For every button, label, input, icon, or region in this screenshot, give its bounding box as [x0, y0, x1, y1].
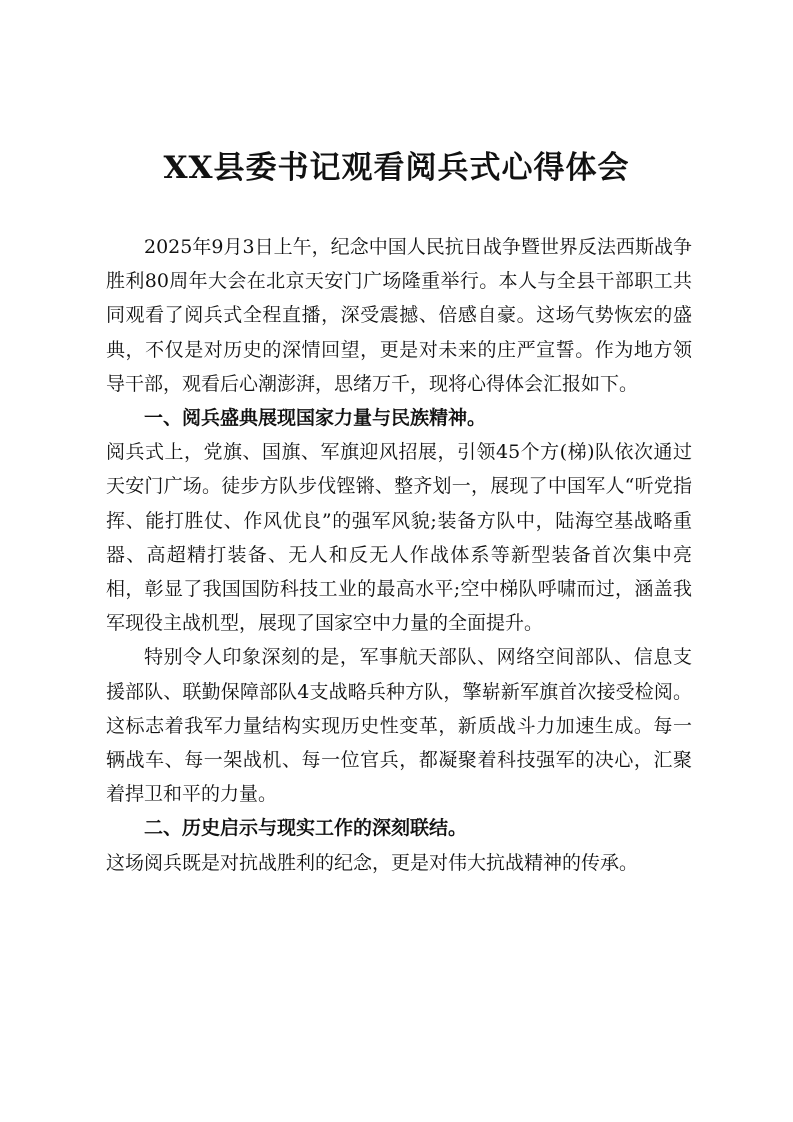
section-heading-2: 二、历史启示与现实工作的深刻联结。: [144, 817, 468, 840]
section-heading-1: 一、阅兵盛典展现国家力量与民族精神。: [144, 407, 487, 430]
paragraph-strategic-forces: 特别令人印象深刻的是，军事航天部队、网络空间部队、信息支援部队、联勤保障部队4支战略兵种方队，擎崭新军旗首次接受检阅。这标志着我军力量结构实现历史性变革，新质战斗力加速生成。每一辆战车、每一架战机、每一位官兵，都凝聚着科技强军的决心，汇聚着捍卫和平的力量。: [106, 646, 692, 806]
paragraph-parade-overview: 阅兵式上，党旗、国旗、军旗迎风招展，引领45个方(梯)队依次通过天安门广场。徒步方队步伐铿锵、整齐划一，展现了中国军人“听党指挥、能打胜仗、作风优良”的强军风貌;装备方队中，陆海空基战略重器、高超精打装备、无人和反无人作战体系等新型装备首次集中亮相，彰显了我国国防科技工业的最高水平;空中梯队呼啸而过，涵盖我军现役主战机型，展现了国家空中力量的全面提升。: [106, 441, 692, 635]
paragraph-history-inspiration: 这场阅兵既是对抗战胜利的纪念，更是对伟大抗战精神的传承。: [106, 851, 639, 874]
paragraph-intro: 2025年9月3日上午，纪念中国人民抗日战争暨世界反法西斯战争胜利80周年大会在北京天安门广场隆重举行。本人与全县干部职工共同观看了阅兵式全程直播，深受震撼、倍感自豪。这场气势恢宏的盛典，不仅是对历史的深情回望，更是对未来的庄严宣誓。作为地方领导干部，观看后心潮澎湃，思绪万千，现将心得体会汇报如下。: [106, 236, 692, 395]
document-title: XX县委书记观看阅兵式心得体会: [163, 150, 630, 186]
document-body: [106, 230, 692, 880]
